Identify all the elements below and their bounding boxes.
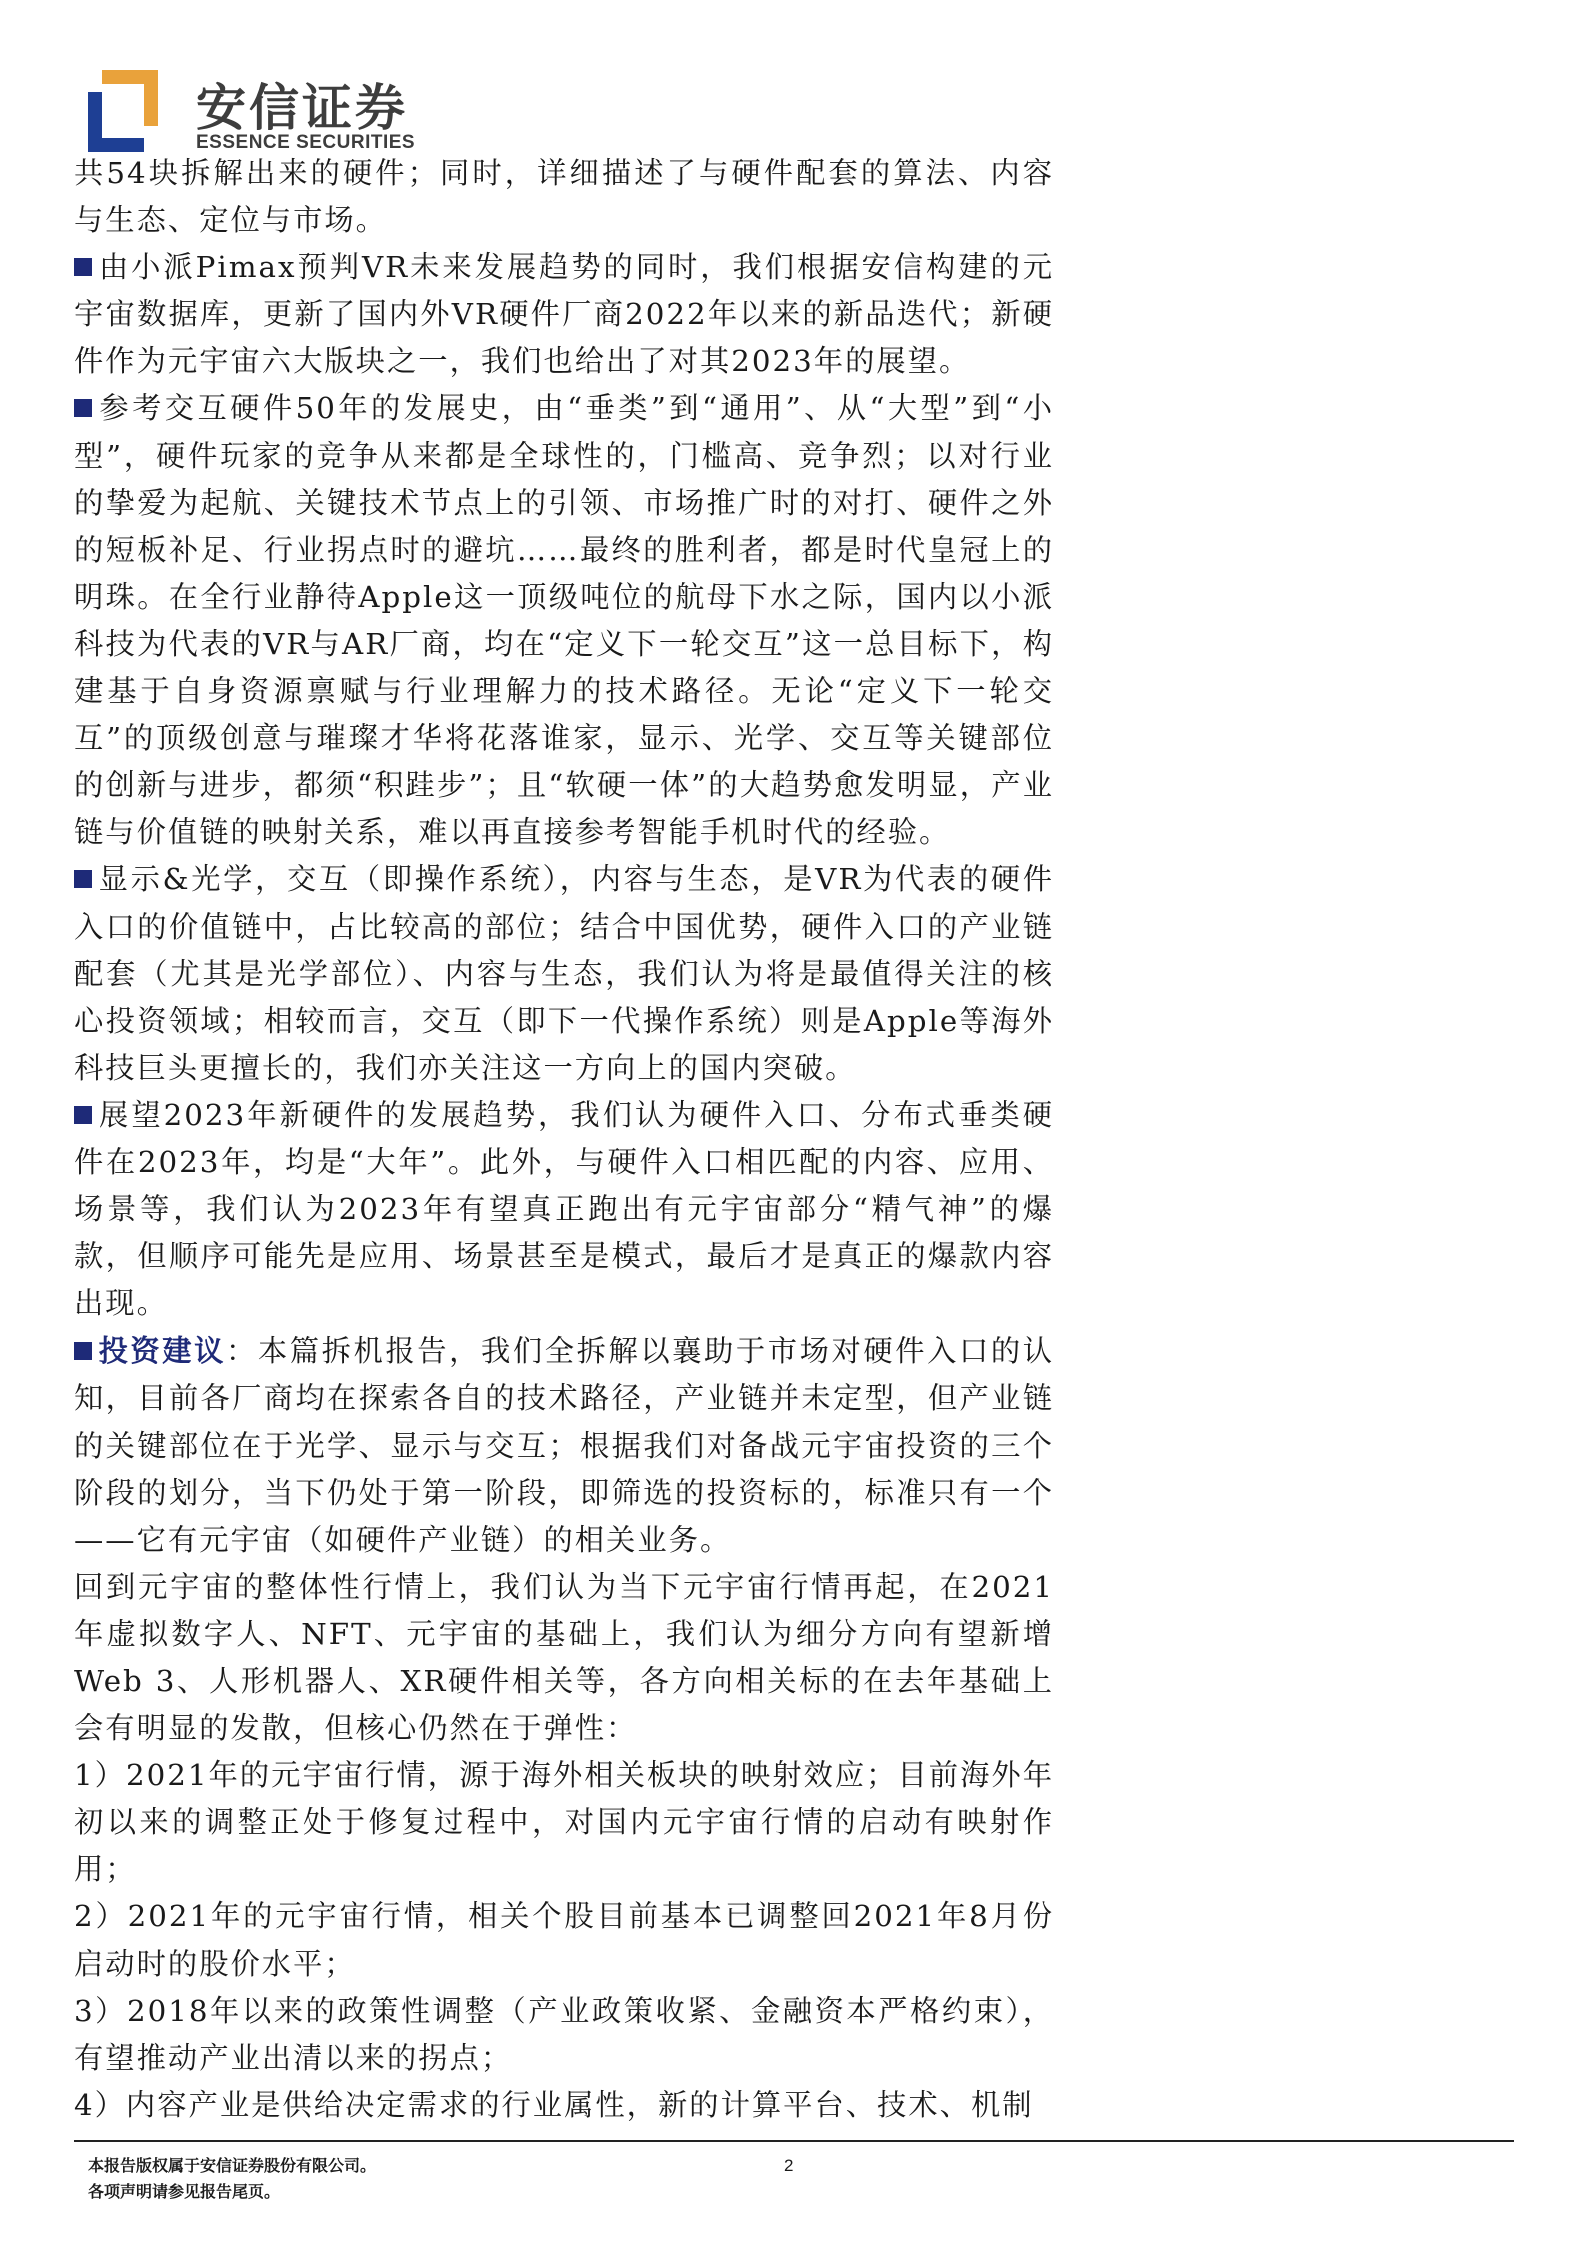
report-body bbox=[74, 150, 1054, 2129]
logo-mark-icon bbox=[88, 70, 158, 152]
paragraph bbox=[74, 1564, 1054, 1752]
square-bullet-icon bbox=[74, 399, 92, 417]
bullet-paragraph bbox=[74, 244, 1054, 385]
paragraph-text: 展望2023年新硬件的发展趋势，我们认为硬件入口、分布式垂类硬件在2023年，均是“大年”。此外，与硬件入口相匹配的内容、应用、场景等，我们认为2023年有望真正跑出有元宇宙部分“精气神”的爆款，但顺序可能先是应用、场景甚至是模式，最后才是真正的爆款内容出现。 bbox=[74, 1097, 1054, 1321]
paragraph-text: 由小派Pimax预判VR未来发展趋势的同时，我们根据安信构建的元宇宙数据库，更新了国内外VR硬件厂商2022年以来的新品迭代；新硬件作为元宇宙六大版块之一，我们也给出了对其2023年的展望。 bbox=[74, 250, 1054, 379]
disclaimer-line: 各项声明请参见报告尾页。 bbox=[88, 2182, 281, 2201]
logo-english-name: ESSENCE SECURITIES bbox=[196, 132, 416, 153]
numbered-item bbox=[74, 1752, 1054, 1893]
company-logo bbox=[88, 66, 418, 156]
numbered-item bbox=[74, 1988, 1054, 2082]
paragraph-text: 4）内容产业是供给决定需求的行业属性，新的计算平台、技术、机制 bbox=[74, 2087, 1034, 2122]
paragraph bbox=[74, 150, 1054, 244]
investment-advice-paragraph bbox=[74, 1327, 1054, 1563]
paragraph-text: 3）2018年以来的政策性调整（产业政策收紧、金融资本严格约束），有望推动产业出清以来的拐点； bbox=[74, 1993, 1054, 2075]
footer-divider bbox=[74, 2140, 1514, 2142]
square-bullet-icon bbox=[74, 870, 92, 888]
square-bullet-icon bbox=[74, 258, 92, 276]
paragraph-text: 1）2021年的元宇宙行情，源于海外相关板块的映射效应；目前海外年初以来的调整正处于修复过程中，对国内元宇宙行情的启动有映射作用； bbox=[74, 1758, 1054, 1887]
bullet-paragraph bbox=[74, 856, 1054, 1091]
numbered-item bbox=[74, 1893, 1054, 1987]
paragraph-text: 2）2021年的元宇宙行情，相关个股目前基本已调整回2021年8月份启动时的股价水平； bbox=[74, 1899, 1054, 1981]
square-bullet-icon bbox=[74, 1106, 92, 1124]
paragraph-text: ：本篇拆机报告，我们全拆解以襄助于市场对硬件入口的认知，目前各厂商均在探索各自的技术路径，产业链并未定型，但产业链的关键部位在于光学、显示与交互；根据我们对备战元宇宙投资的三个阶段的划分，当下仍处于第一阶段，即筛选的投资标的，标准只有一个——它有元宇宙（如硬件产业链）的相关业务。 bbox=[74, 1334, 1055, 1557]
paragraph-text: 回到元宇宙的整体性行情上，我们认为当下元宇宙行情再起，在2021年虚拟数字人、NFT、元宇宙的基础上，我们认为细分方向有望新增Web 3、人形机器人、XR硬件相关等，各方向相关标的在去年基础上会有明显的发散，但核心仍然在于弹性： bbox=[74, 1569, 1054, 1746]
paragraph-text: 共54块拆解出来的硬件；同时，详细描述了与硬件配套的算法、内容与生态、定位与市场。 bbox=[74, 156, 1054, 238]
numbered-item bbox=[74, 2082, 1054, 2129]
investment-advice-heading: 投资建议 bbox=[98, 1333, 227, 1369]
square-bullet-icon bbox=[74, 1342, 92, 1360]
paragraph-text: 参考交互硬件50年的发展史，由“垂类”到“通用”、从“大型”到“小型”，硬件玩家的竞争从来都是全球性的，门槛高、竞争烈；以对行业的挚爱为起航、关键技术节点上的引领、市场推广时的对打、硬件之外的短板补足、行业拐点时的避坑……最终的胜利者，都是时代皇冠上的明珠。在全行业静待Apple这一顶级吨位的航母下水之际，国内以小派科技为代表的VR与AR厂商，均在“定义下一轮交互”这一总目标下，构建基于自身资源禀赋与行业理解力的技术路径。无论“定义下一轮交互”的顶级创意与璀璨才华将花落谁家，显示、光学、交互等关键部位的创新与进步，都须“积跬步”；且“软硬一体”的大趋势愈发明显，产业链与价值链的映射关系，难以再直接参考智能手机时代的经验。 bbox=[74, 391, 1054, 850]
bullet-paragraph bbox=[74, 1092, 1054, 1327]
paragraph-text: 显示&光学，交互（即操作系统），内容与生态，是VR为代表的硬件入口的价值链中，占比较高的部位；结合中国优势，硬件入口的产业链配套（尤其是光学部位）、内容与生态，我们认为将是最值得关注的核心投资领域；相较而言，交互（即下一代操作系统）则是Apple等海外科技巨头更擅长的，我们亦关注这一方向上的国内突破。 bbox=[74, 862, 1054, 1085]
bullet-paragraph bbox=[74, 385, 1054, 856]
copyright-line: 本报告版权属于安信证券股份有限公司。 bbox=[88, 2156, 377, 2175]
copyright-notice bbox=[88, 2153, 376, 2205]
page-number: 2 bbox=[784, 2156, 794, 2175]
logo-chinese-name: 安信证券 bbox=[196, 79, 408, 137]
